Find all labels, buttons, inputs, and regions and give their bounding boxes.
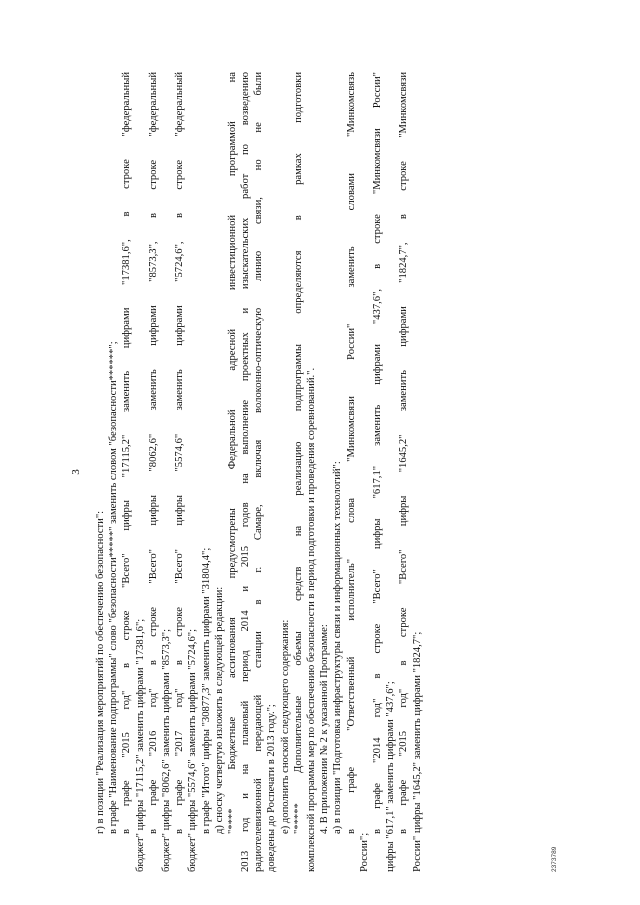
text-line: г) в позиции "Реализация мероприятий по обеспечению безопасности": [95,510,106,834]
text-line: "**** Бюджетные ассигнования предусмотрены Федеральной адресной инвестиционной программой на [226,72,238,834]
text-line: 2013 год и на плановый период 2014 и 2015 годов на выполнение проектных и изыскательских работ по возведению [240,72,252,872]
text-line: д) сноску четвертую изложить в следующей редакции: [213,586,225,834]
text-line: радиотелевизионной передающей станции в г. Самаре, включая волоконно-оптическую линию связи, но не были [253,72,265,872]
text-line: в графе "Ответственный исполнитель" слова "Минкомсвязи России" заменить словами "Минкомсвязь [345,72,357,834]
text-line: бюджет" цифры "8062,6" заменить цифрами "8573,3"; [160,628,172,872]
text-line: а) в позиции "Подготовка инфраструктуры связи и информационных технологий": [332,461,344,834]
document-body [94,72,424,872]
text-line: в графе "2016 год" в строке "Всего" цифры "8062,6" заменить цифрами "8573,3", в строке "федеральный [147,72,159,834]
document-id: 2373789 [551,846,558,872]
page-number: 3 [70,469,82,475]
text-line: в графе "2014 год" в строке "Всего" цифры "617,1" заменить цифрами "437,6", в строке "Минкомсвязи России" [371,72,383,834]
text-line: в графе "2015 год" в строке "Всего" цифры "1645,2" заменить цифрами "1824,7", в строке "Минкомсвязи [398,72,410,834]
text-line: России" цифры "1645,2" заменить цифрами "1824,7"; [411,631,423,872]
text-line: комплексной программы мер по обеспечению безопасности в период подготовки и проведения соревнований.". [306,367,317,872]
text-line: цифры "617,1" заменить цифрами "437,6"; [385,681,397,872]
text-line: доведены до Роспечати в 2013 году."; [266,704,278,872]
text-line: бюджет" цифры "5574,6" заменить цифрами "5724,6"; [187,628,199,872]
text-line: е) дополнить сноской следующего содержания: [279,619,291,834]
text-line: "***** Дополнительные объемы средств на реализацию подпрограммы определяются в рамках подготовки [292,72,304,834]
text-line: в графе "Наименование подпрограммы" слово "безопасности*****" заменить словом "безопасности******"; [108,341,120,834]
text-line: в графе "2015 год" в строке "Всего" цифры "17115,2" заменить цифрами "17381,6", в строке "федеральный [121,72,133,834]
text-line: России"; [358,832,370,872]
text-line: 4. В приложении № 2 к указанной Программе: [319,624,331,834]
text-line: бюджет" цифры "17115,2" заменить цифрами "17381,6"; [134,618,146,872]
text-line: в графе "2017 год" в строке "Всего" цифры "5574,6" заменить цифрами "5724,6", в строке "федеральный [174,72,186,834]
rotated-text-block [70,72,560,872]
text-line: в графе "Итого" цифры "30877,3" заменить цифрами "31804,4"; [200,547,212,834]
